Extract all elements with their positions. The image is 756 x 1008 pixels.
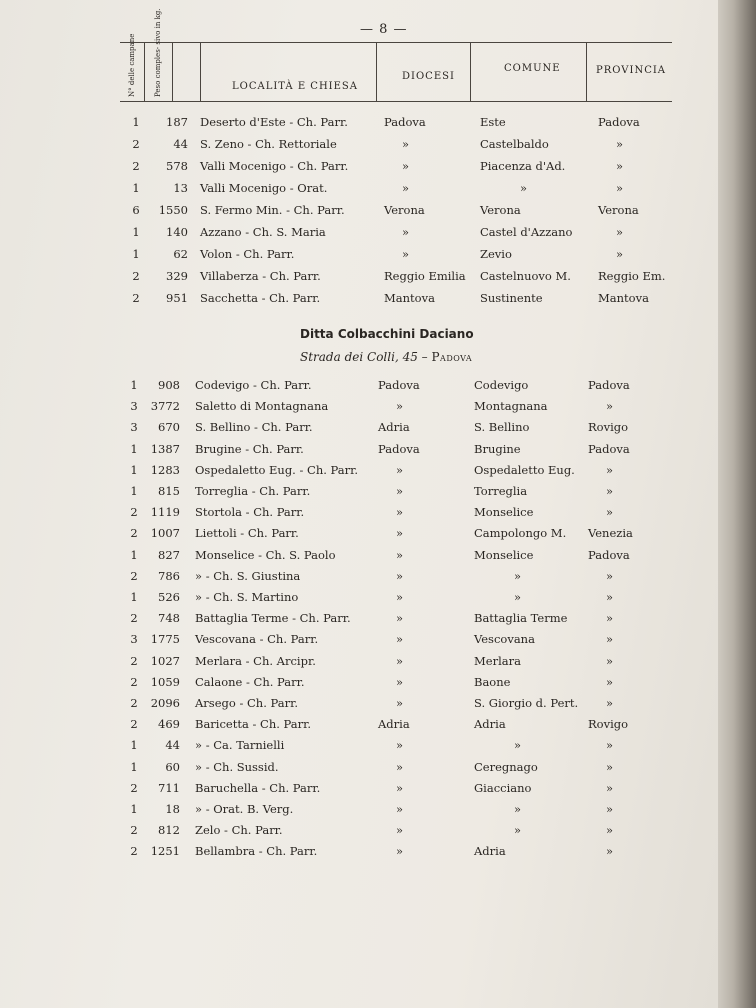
cell-diocesi: Padova [378, 378, 420, 392]
cell-diocesi: » [402, 247, 410, 261]
cell-comune: Castelbaldo [480, 137, 549, 151]
cell-num-bells: 1 [130, 802, 138, 816]
cell-num-bells: 3 [130, 632, 138, 647]
header-provincia: PROVINCIA [596, 65, 667, 76]
cell-num-bells: 1 [132, 115, 140, 129]
cell-localita: Volon - Ch. Parr. [200, 247, 295, 261]
table-row [0, 396, 700, 416]
cell-weight: 526 [158, 590, 180, 604]
cell-provincia: » [606, 780, 614, 795]
cell-weight: 1387 [150, 441, 180, 456]
cell-comune: Monselice [474, 505, 534, 520]
cell-diocesi: » [396, 844, 404, 859]
cell-weight: 578 [166, 159, 188, 173]
cell-provincia: » [606, 611, 614, 626]
cell-localita: Baricetta - Ch. Parr. [195, 717, 312, 732]
cell-provincia: Rovigo [588, 420, 629, 435]
table-row [0, 222, 700, 242]
cell-provincia: » [616, 247, 624, 261]
cell-diocesi: » [402, 159, 410, 173]
cell-weight: 18 [165, 802, 180, 816]
cell-diocesi: » [396, 611, 404, 626]
cell-diocesi: » [402, 181, 410, 195]
cell-localita: Brugine - Ch. Parr. [195, 441, 304, 456]
cell-localita: » - Ca. Tarnielli [195, 738, 285, 753]
cell-localita: Vescovana - Ch. Parr. [195, 632, 319, 647]
cell-provincia: » [606, 802, 614, 816]
cell-num-bells: 1 [130, 378, 138, 392]
cell-weight: 469 [158, 717, 180, 732]
cell-diocesi: » [396, 632, 404, 647]
header-divider [144, 43, 145, 101]
cell-localita: Monselice - Ch. S. Paolo [195, 547, 336, 562]
cell-provincia: » [606, 399, 614, 414]
cell-diocesi: » [396, 780, 404, 795]
cell-diocesi: » [396, 696, 404, 710]
cell-provincia: Reggio Em. [598, 269, 666, 283]
cell-provincia: » [606, 568, 614, 583]
cell-weight: 786 [158, 568, 180, 583]
section-title: Ditta Colbacchini Daciano [300, 327, 474, 341]
cell-localita: Saletto di Montagnana [195, 399, 329, 414]
cell-provincia: » [616, 181, 624, 195]
table-row [0, 587, 700, 607]
cell-comune: Castelnuovo M. [480, 269, 571, 283]
cell-num-bells: 2 [130, 505, 138, 520]
table-row [0, 735, 700, 755]
cell-provincia: » [606, 674, 614, 689]
cell-comune: » [514, 823, 522, 838]
cell-provincia: Padova [588, 547, 630, 562]
cell-weight: 815 [158, 484, 180, 498]
cell-localita: » - Orat. B. Verg. [195, 802, 294, 816]
cell-comune: Sustinente [480, 291, 543, 305]
cell-comune: Baone [474, 674, 511, 689]
cell-diocesi: » [396, 823, 404, 838]
cell-num-bells: 2 [130, 844, 138, 859]
table-row [0, 481, 700, 501]
header-divider [470, 43, 471, 101]
book-edge [718, 0, 756, 1008]
table-row [0, 714, 700, 734]
cell-weight: 1251 [150, 844, 180, 859]
address-city: Padova [431, 350, 473, 364]
cell-provincia: » [616, 137, 624, 151]
cell-weight: 3772 [150, 399, 180, 414]
cell-localita: Villaberza - Ch. Parr. [200, 269, 321, 283]
cell-weight: 908 [158, 378, 180, 392]
cell-diocesi: » [396, 674, 404, 689]
cell-provincia: » [606, 590, 614, 604]
table-row [0, 841, 700, 861]
cell-num-bells: 2 [132, 291, 140, 305]
cell-provincia: Padova [598, 115, 640, 129]
cell-localita: Arsego - Ch. Parr. [195, 696, 298, 710]
cell-comune: » [514, 802, 522, 816]
table-row [0, 178, 700, 198]
cell-num-bells: 1 [130, 759, 138, 774]
cell-comune: Campolongo M. [474, 526, 567, 541]
cell-diocesi: » [396, 759, 404, 774]
cell-diocesi: » [396, 738, 404, 753]
cell-localita: Deserto d'Este - Ch. Parr. [200, 115, 348, 129]
cell-provincia: » [606, 462, 614, 477]
cell-localita: Zelo - Ch. Parr. [195, 823, 283, 838]
cell-weight: 1027 [150, 653, 180, 668]
cell-diocesi: » [396, 590, 404, 604]
cell-localita: Battaglia Terme - Ch. Parr. [195, 611, 351, 626]
cell-num-bells: 1 [132, 181, 140, 195]
cell-provincia: Padova [588, 378, 630, 392]
cell-weight: 2096 [150, 696, 180, 710]
table-row [0, 266, 700, 286]
cell-comune: Montagnana [474, 399, 548, 414]
cell-num-bells: 1 [130, 484, 138, 498]
cell-provincia: » [606, 844, 614, 859]
cell-num-bells: 1 [132, 225, 140, 239]
cell-diocesi: » [396, 526, 404, 541]
cell-weight: 44 [165, 738, 180, 753]
table-row [0, 778, 700, 798]
cell-num-bells: 2 [132, 159, 140, 173]
cell-num-bells: 6 [132, 203, 140, 217]
cell-comune: Adria [474, 717, 506, 732]
address-text: Strada dei Colli, 45 – [300, 350, 428, 364]
cell-num-bells: 2 [130, 568, 138, 583]
table-row [0, 244, 700, 264]
cell-num-bells: 2 [130, 717, 138, 732]
cell-num-bells: 2 [132, 269, 140, 283]
section-address [300, 350, 472, 364]
cell-localita: S. Zeno - Ch. Rettoriale [200, 137, 337, 151]
cell-comune: Este [480, 115, 506, 129]
header-divider [172, 43, 173, 101]
cell-localita: S. Fermo Min. - Ch. Parr. [200, 203, 345, 217]
table-row [0, 439, 700, 459]
cell-num-bells: 1 [130, 462, 138, 477]
cell-provincia: » [606, 823, 614, 838]
cell-provincia: Venezia [588, 526, 633, 541]
cell-comune: Verona [480, 203, 521, 217]
cell-weight: 187 [166, 115, 188, 129]
cell-weight: 1059 [150, 674, 180, 689]
cell-comune: » [514, 738, 522, 753]
cell-diocesi: » [396, 462, 404, 477]
cell-localita: Azzano - Ch. S. Maria [200, 225, 326, 239]
cell-weight: 1775 [150, 632, 180, 647]
cell-provincia: Padova [588, 441, 630, 456]
cell-num-bells: 1 [130, 441, 138, 456]
cell-provincia: Verona [598, 203, 639, 217]
cell-localita: Calaone - Ch. Parr. [195, 674, 305, 689]
cell-diocesi: » [396, 568, 404, 583]
cell-weight: 1550 [158, 203, 188, 217]
cell-comune: Giacciano [474, 780, 532, 795]
cell-diocesi: » [396, 547, 404, 562]
cell-localita: Baruchella - Ch. Parr. [195, 780, 321, 795]
cell-weight: 748 [158, 611, 180, 626]
cell-provincia: » [606, 759, 614, 774]
cell-comune: » [514, 568, 522, 583]
cell-weight: 1119 [150, 505, 180, 520]
table-row [0, 566, 700, 586]
cell-weight: 951 [166, 291, 188, 305]
table-row [0, 502, 700, 522]
cell-provincia: » [606, 738, 614, 753]
cell-provincia: » [606, 696, 614, 710]
cell-comune: » [520, 181, 528, 195]
table-row [0, 651, 700, 671]
header-comune: COMUNE [504, 63, 561, 74]
cell-diocesi: Adria [378, 717, 410, 732]
cell-localita: » - Ch. S. Giustina [195, 568, 301, 583]
header-num-bells: N° delle campane [128, 33, 136, 97]
cell-localita: Ospedaletto Eug. - Ch. Parr. [195, 462, 359, 477]
cell-diocesi: Padova [384, 115, 426, 129]
cell-provincia: Mantova [598, 291, 649, 305]
cell-comune: S. Bellino [474, 420, 530, 435]
table-header [120, 8, 672, 102]
cell-diocesi: Mantova [384, 291, 435, 305]
cell-weight: 812 [158, 823, 180, 838]
cell-diocesi: Adria [378, 420, 410, 435]
cell-comune: Ceregnago [474, 759, 538, 774]
cell-comune: Battaglia Terme [474, 611, 568, 626]
cell-weight: 13 [173, 181, 188, 195]
cell-localita: » - Ch. Sussid. [195, 759, 279, 774]
table-row [0, 820, 700, 840]
table-row [0, 757, 700, 777]
cell-localita: Liettoli - Ch. Parr. [195, 526, 299, 541]
cell-num-bells: 3 [130, 420, 138, 435]
cell-num-bells: 3 [130, 399, 138, 414]
header-divider [200, 43, 201, 101]
cell-localita: S. Bellino - Ch. Parr. [195, 420, 313, 435]
cell-comune: Torreglia [474, 484, 528, 498]
cell-comune: Zevio [480, 247, 512, 261]
cell-comune: Vescovana [474, 632, 535, 647]
cell-num-bells: 2 [132, 137, 140, 151]
cell-provincia: » [606, 632, 614, 647]
cell-weight: 1283 [150, 462, 180, 477]
header-divider [586, 43, 587, 101]
table-row [0, 200, 700, 220]
cell-localita: Torreglia - Ch. Parr. [195, 484, 311, 498]
header-divider [376, 43, 377, 101]
cell-comune: Adria [474, 844, 506, 859]
cell-num-bells: 2 [130, 696, 138, 710]
table-row [0, 608, 700, 628]
page-number: — 8 — [360, 22, 408, 37]
cell-num-bells: 1 [132, 247, 140, 261]
cell-comune: » [514, 590, 522, 604]
cell-weight: 329 [166, 269, 188, 283]
cell-diocesi: Padova [378, 441, 420, 456]
cell-num-bells: 1 [130, 590, 138, 604]
cell-diocesi: » [396, 505, 404, 520]
table-row [0, 375, 700, 395]
cell-localita: Codevigo - Ch. Parr. [195, 378, 312, 392]
table-row [0, 545, 700, 565]
table-row [0, 288, 700, 308]
cell-diocesi: Verona [384, 203, 425, 217]
table-row [0, 112, 700, 132]
cell-comune: Castel d'Azzano [480, 225, 573, 239]
table-row [0, 523, 700, 543]
table-row [0, 156, 700, 176]
cell-diocesi: » [402, 137, 410, 151]
cell-localita: Valli Mocenigo - Ch. Parr. [200, 159, 349, 173]
cell-provincia: » [616, 225, 624, 239]
cell-localita: Merlara - Ch. Arcipr. [195, 653, 316, 668]
cell-weight: 44 [173, 137, 188, 151]
cell-comune: S. Giorgio d. Pert. [474, 696, 579, 710]
cell-provincia: » [616, 159, 624, 173]
cell-num-bells: 2 [130, 653, 138, 668]
cell-provincia: » [606, 505, 614, 520]
cell-weight: 711 [158, 780, 180, 795]
cell-provincia: Rovigo [588, 717, 629, 732]
header-diocesi: DIOCESI [402, 71, 455, 82]
table-row [0, 672, 700, 692]
cell-weight: 60 [165, 759, 180, 774]
header-weight: Peso comples- sivo in kg. [154, 8, 162, 97]
cell-num-bells: 2 [130, 780, 138, 795]
cell-weight: 670 [158, 420, 180, 435]
cell-localita: » - Ch. S. Martino [195, 590, 299, 604]
cell-diocesi: » [396, 399, 404, 414]
header-localita: LOCALITÀ E CHIESA [232, 81, 358, 92]
table-row [0, 460, 700, 480]
cell-localita: Stortola - Ch. Parr. [195, 505, 305, 520]
table-row [0, 134, 700, 154]
cell-diocesi: » [396, 802, 404, 816]
cell-diocesi: » [396, 653, 404, 668]
cell-num-bells: 2 [130, 611, 138, 626]
table-row [0, 629, 700, 649]
cell-provincia: » [606, 653, 614, 668]
cell-weight: 827 [158, 547, 180, 562]
cell-comune: Merlara [474, 653, 521, 668]
cell-localita: Valli Mocenigo - Orat. [200, 181, 328, 195]
table-row [0, 693, 700, 713]
cell-comune: Codevigo [474, 378, 529, 392]
cell-provincia: » [606, 484, 614, 498]
table-row [0, 417, 700, 437]
cell-num-bells: 2 [130, 674, 138, 689]
cell-num-bells: 1 [130, 738, 138, 753]
cell-comune: Piacenza d'Ad. [480, 159, 566, 173]
cell-comune: Ospedaletto Eug. [474, 462, 575, 477]
cell-weight: 1007 [150, 526, 180, 541]
cell-num-bells: 2 [130, 823, 138, 838]
cell-diocesi: » [396, 484, 404, 498]
cell-weight: 62 [173, 247, 188, 261]
cell-comune: Monselice [474, 547, 534, 562]
table-row [0, 799, 700, 819]
cell-num-bells: 1 [130, 547, 138, 562]
cell-weight: 140 [166, 225, 188, 239]
cell-comune: Brugine [474, 441, 521, 456]
cell-num-bells: 2 [130, 526, 138, 541]
cell-diocesi: Reggio Emilia [384, 269, 466, 283]
cell-localita: Bellambra - Ch. Parr. [195, 844, 318, 859]
cell-diocesi: » [402, 225, 410, 239]
cell-localita: Sacchetta - Ch. Parr. [200, 291, 321, 305]
